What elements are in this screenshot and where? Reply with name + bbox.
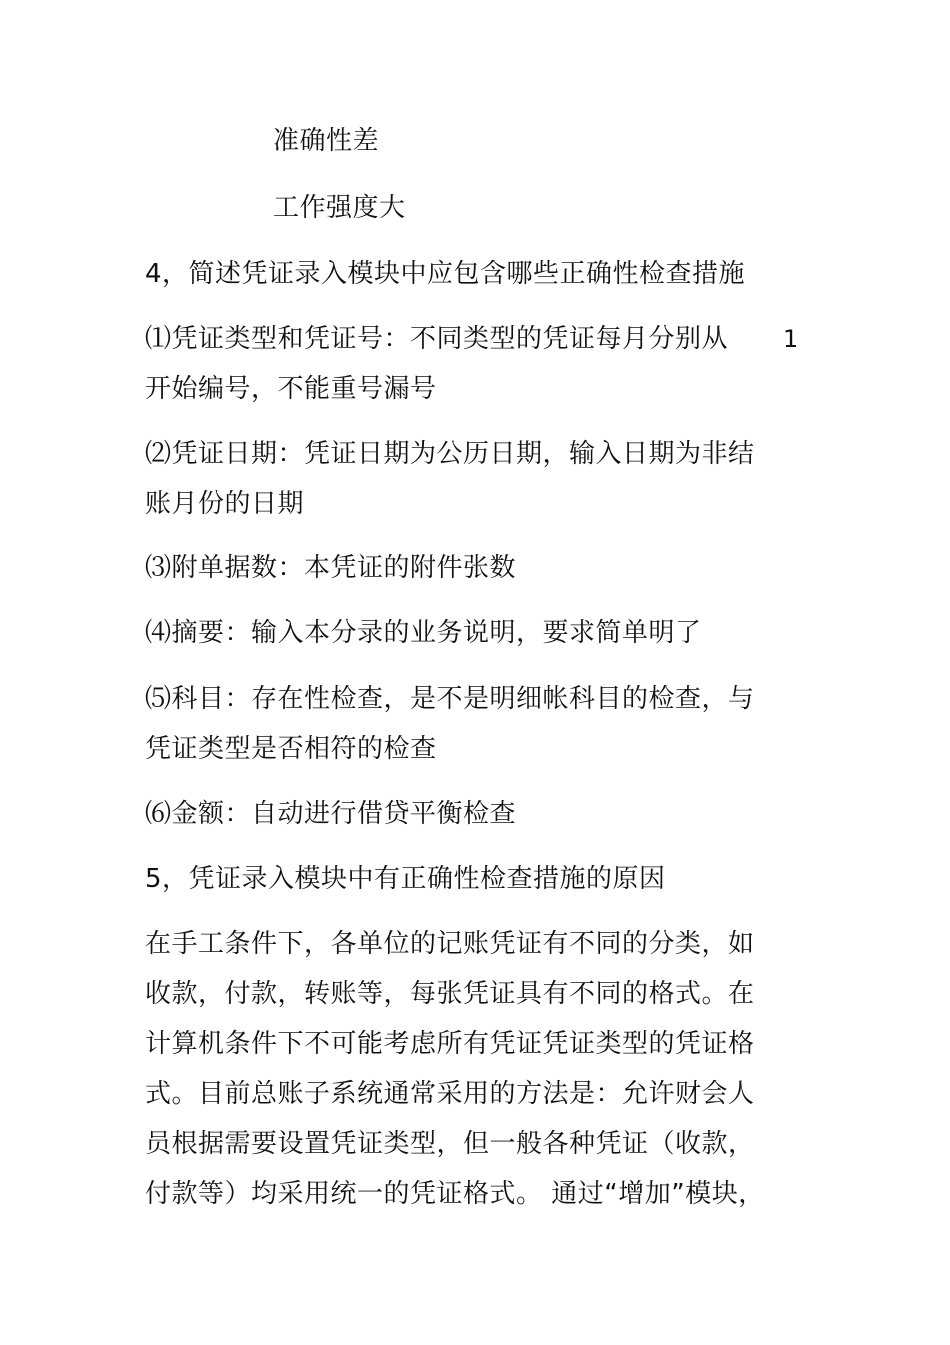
text-line-attachments: ⑶附单据数：本凭证的附件张数 (145, 553, 517, 583)
text-line-voucher-type: ⑴凭证类型和凭证号：不同类型的凭证每月分别从 (145, 324, 729, 354)
heading-question-4: 4，简述凭证录入模块中应包含哪些正确性检查措施 (145, 259, 746, 289)
margin-number: 1 (783, 325, 799, 353)
text-line-account: ⑸科目：存在性检查，是不是明细帐科目的检查，与 (145, 684, 755, 714)
text-line-voucher-date: ⑵凭证日期：凭证日期为公历日期，输入日期为非结 (145, 439, 755, 469)
paragraph-line-2: 收款，付款，转账等，每张凭证具有不同的格式。在 (145, 979, 755, 1009)
paragraph-line-4: 式。目前总账子系统通常采用的方法是：允许财会人 (145, 1079, 755, 1109)
text-line-account-type-check: 凭证类型是否相符的检查 (145, 734, 437, 764)
heading-question-5: 5，凭证录入模块中有正确性检查措施的原因 (145, 864, 666, 894)
paragraph-line-1: 在手工条件下，各单位的记账凭证有不同的分类，如 (145, 929, 755, 959)
paragraph-line-6: 付款等）均采用统一的凭证格式。 通过“增加”模块， (145, 1179, 765, 1209)
text-line-accuracy: 准确性差 (273, 126, 380, 156)
text-line-summary: ⑷摘要：输入本分录的业务说明，要求简单明了 (145, 618, 702, 648)
text-line-numbering: 开始编号，不能重号漏号 (145, 374, 437, 404)
paragraph-line-3: 计算机条件下不可能考虑所有凭证凭证类型的凭证格 (145, 1029, 755, 1059)
paragraph-line-5: 员根据需要设置凭证类型，但一般各种凭证（收款， (145, 1129, 755, 1159)
text-line-period-date: 账月份的日期 (145, 489, 305, 519)
text-line-amount: ⑹金额：自动进行借贷平衡检查 (145, 799, 517, 829)
text-line-workload: 工作强度大 (273, 193, 406, 223)
